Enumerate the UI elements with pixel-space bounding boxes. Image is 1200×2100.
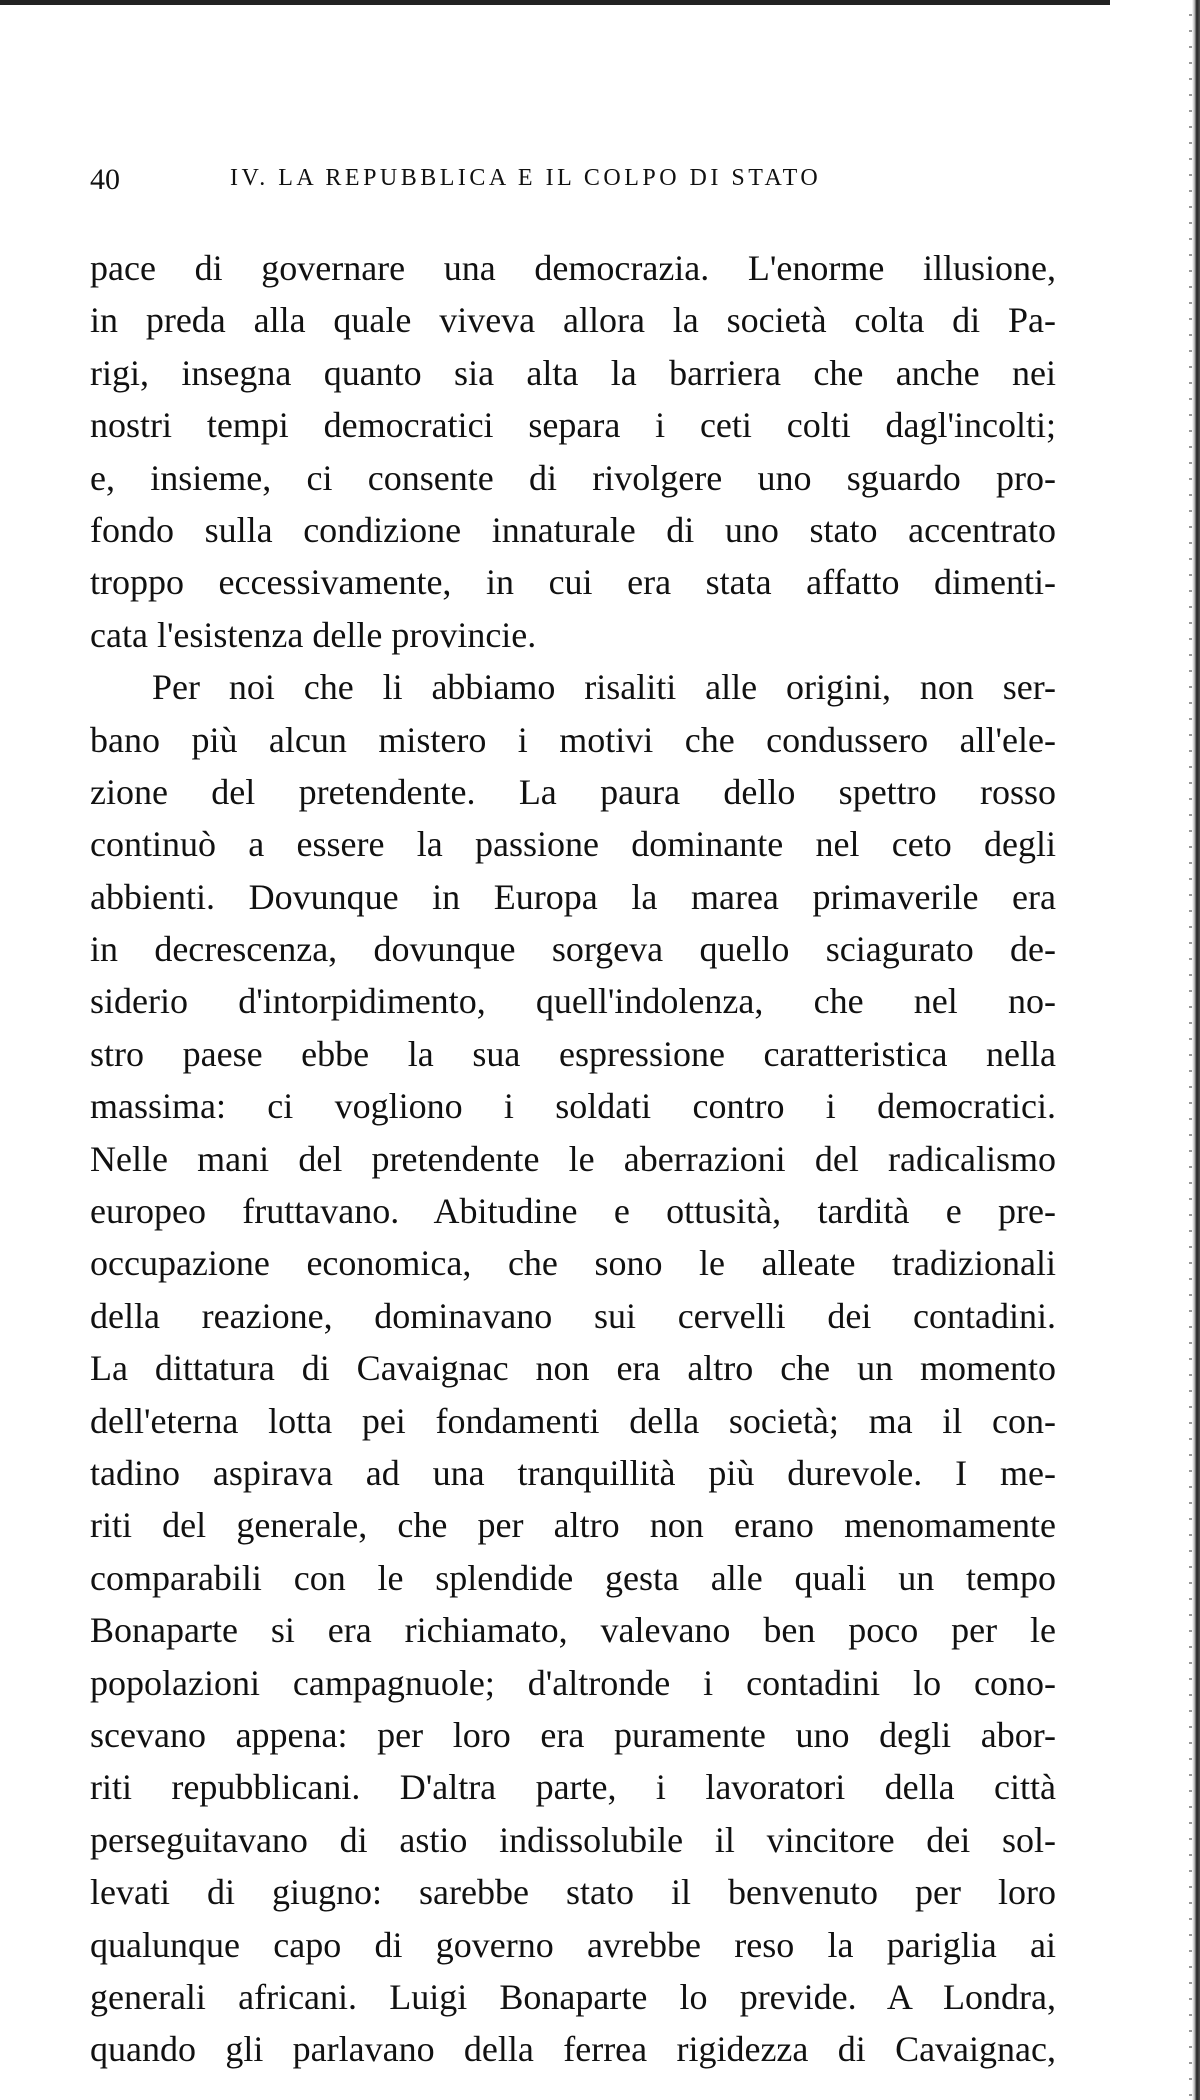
scan-top-edge [0, 0, 1110, 5]
text-line: europeo fruttavano. Abitudine e ottusità, tardità e pre- [90, 1191, 1056, 1232]
text-line: comparabili con le splendide gesta alle quali un tempo [90, 1557, 1056, 1598]
text-line: stro paese ebbe la sua espressione caratteristica nella [90, 1033, 1056, 1074]
text-line: massima: ci vogliono i soldati contro i democratici. [90, 1086, 1056, 1127]
text-line: cata l'esistenza delle provincie. [90, 614, 537, 655]
text-line: in decrescenza, dovunque sorgeva quello sciagurato de- [90, 929, 1056, 970]
text-line: Bonaparte si era richiamato, valevano ben poco per le [90, 1610, 1056, 1651]
scan-right-edge [1192, 0, 1200, 2100]
text-line: dell'eterna lotta pei fondamenti della società; ma il con- [90, 1400, 1056, 1441]
text-line: e, insieme, ci consente di rivolgere uno sguardo pro- [90, 457, 1056, 498]
text-line: riti repubblicani. D'altra parte, i lavoratori della città [90, 1767, 1056, 1808]
text-line: tadino aspirava ad una tranquillità più durevole. I me- [90, 1452, 1056, 1493]
text-line: Nelle mani del pretendente le aberrazioni del radicalismo [90, 1138, 1056, 1179]
text-line: fondo sulla condizione innaturale di uno stato accentrato [90, 509, 1056, 550]
text-line: levati di giugno: sarebbe stato il benvenuto per loro [90, 1872, 1056, 1913]
running-header [90, 163, 1056, 203]
text-line: continuò a essere la passione dominante nel ceto degli [90, 824, 1056, 865]
text-line: della reazione, dominavano sui cervelli dei contadini. [90, 1295, 1056, 1336]
text-line: popolazioni campagnuole; d'altronde i contadini lo cono- [90, 1662, 1056, 1703]
scan-right-edge-speckle [1189, 0, 1192, 2100]
text-line: quando gli parlavano della ferrea rigidezza di Cavaignac, [90, 2029, 1056, 2070]
text-line: zione del pretendente. La paura dello spettro rosso [90, 771, 1056, 812]
page-number: 40 [90, 163, 120, 196]
text-line: qualunque capo di governo avrebbe reso la pariglia ai [90, 1924, 1056, 1965]
text-line: troppo eccessivamente, in cui era stata affatto dimenti- [90, 562, 1056, 603]
text-line: Per noi che li abbiamo risaliti alle origini, non ser- [152, 667, 1056, 708]
text-line: riti del generale, che per altro non erano menomamente [90, 1505, 1056, 1546]
text-line: siderio d'intorpidimento, quell'indolenza, che nel no- [90, 981, 1056, 1022]
page-body [90, 242, 1056, 2076]
running-title: IV. LA REPUBBLICA E IL COLPO DI STATO [230, 165, 822, 191]
text-line: occupazione economica, che sono le alleate tradizionali [90, 1243, 1056, 1284]
text-line: abbienti. Dovunque in Europa la marea primaverile era [90, 876, 1056, 917]
text-line: scevano appena: per loro era puramente uno degli abor- [90, 1714, 1056, 1755]
text-line: nostri tempi democratici separa i ceti colti dagl'incolti; [90, 405, 1056, 446]
text-line: generali africani. Luigi Bonaparte lo previde. A Londra, [90, 1976, 1056, 2017]
text-line: rigi, insegna quanto sia alta la barriera che anche nei [90, 352, 1056, 393]
text-line: La dittatura di Cavaignac non era altro che un momento [90, 1348, 1056, 1389]
text-line: pace di governare una democrazia. L'enorme illusione, [90, 248, 1056, 288]
text-line: in preda alla quale viveva allora la società colta di Pa- [90, 300, 1056, 341]
text-line: bano più alcun mistero i motivi che condussero all'ele- [90, 719, 1056, 760]
text-line: perseguitavano di astio indissolubile il vincitore dei sol- [90, 1819, 1056, 1860]
